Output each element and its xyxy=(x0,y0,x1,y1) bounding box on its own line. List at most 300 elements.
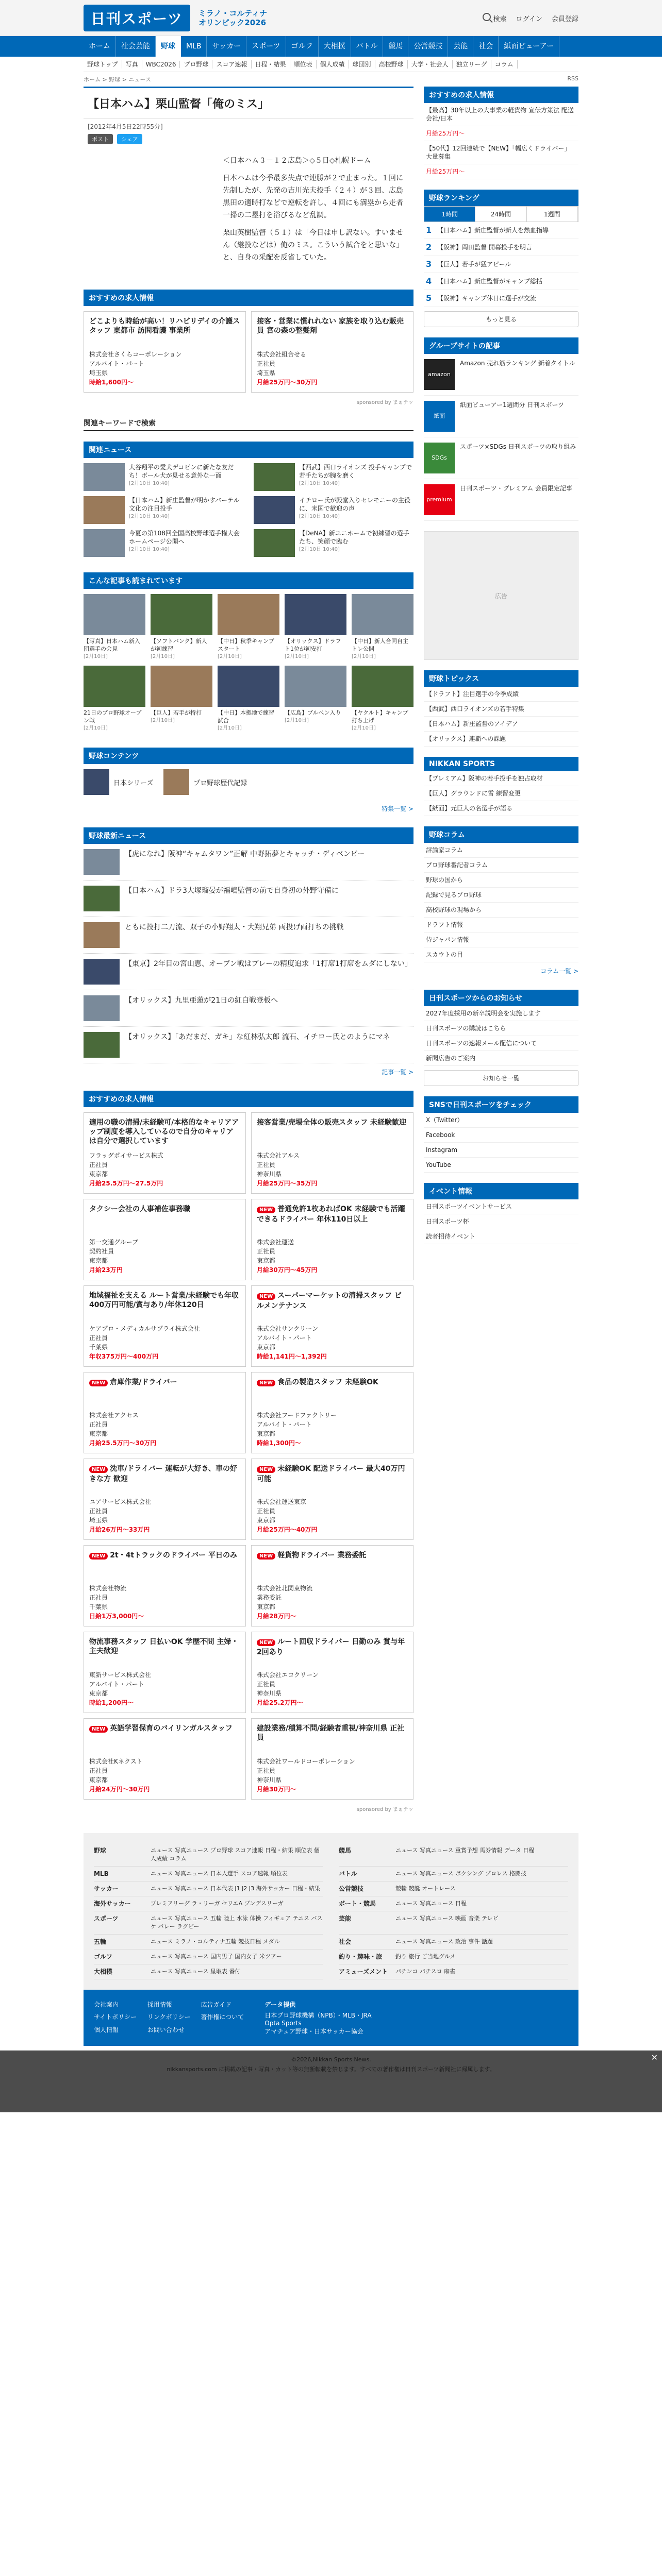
latest-title: 【オリックス】九里亜蓮が21日の紅白戦登板へ xyxy=(125,996,278,1005)
article-body: ＜日本ハム３－１２広島＞◇５日◇札幌ドーム 日本ハムは今季最多失点で連勝が２で止まった。１回に先制したが、先発の吉川光夫投手（２４）が３回、広島黒田の適時打などで逆転を許し、４回にも満塁から走者一掃の二塁打を浴びるなど乱調。 栗山英樹監督（５１）は「今日は申し訳ない。すいません（継投などは）俺のミス。こういう試合をと思いな」と、自身の采配を反省していた。 xyxy=(223,157,404,262)
event-item[interactable]: 日刊スポーツイベントサービス xyxy=(424,1199,578,1214)
rank-number: 3 xyxy=(426,259,432,269)
event-item[interactable]: 日刊スポーツ杯 xyxy=(424,1214,578,1229)
footer-links[interactable]: ニュース 写真ニュース 政治 事件 話題 xyxy=(395,1938,493,1945)
news-thumb xyxy=(84,886,120,911)
job-title xyxy=(257,1118,408,1146)
jobs-top-grid xyxy=(84,306,413,398)
nav-item[interactable]: 競馬 xyxy=(383,36,408,57)
post-button[interactable]: ポスト xyxy=(88,134,113,144)
latest-item[interactable] xyxy=(84,844,413,880)
subnav-item[interactable]: プロ野球 xyxy=(180,60,212,69)
share-button[interactable]: シェア xyxy=(117,134,142,144)
job-company: 株式会社組合せる xyxy=(257,351,307,358)
nav-item[interactable]: ホーム xyxy=(84,36,116,57)
footer-links[interactable]: ニュース 写真ニュース 重賞予想 馬券情報 データ 日程 xyxy=(395,1847,535,1854)
promo-item[interactable] xyxy=(424,479,578,521)
topics-head: 野球トピックス xyxy=(424,670,578,687)
photo-thumb xyxy=(218,666,279,707)
photo-title: 21日のプロ野球オープン戦 xyxy=(84,709,142,724)
promo-item[interactable] xyxy=(424,396,578,437)
photo-thumb xyxy=(218,594,279,635)
ranking-item[interactable] xyxy=(424,273,578,290)
photo-thumb xyxy=(84,666,145,707)
job-salary: 月給25.5万円〜27.5万円 xyxy=(89,1180,163,1187)
photo-thumb xyxy=(285,594,346,635)
job-card[interactable] xyxy=(84,1199,246,1280)
new-badge: NEW xyxy=(257,1639,275,1646)
job-card[interactable] xyxy=(84,1285,246,1367)
footer-link[interactable]: サイトポリシー xyxy=(94,2013,137,2021)
footer-category[interactable]: 公営競技 xyxy=(339,1885,364,1892)
job-area: 東京都 xyxy=(89,1171,108,1178)
job-company: 株式会社アルス xyxy=(257,1152,300,1159)
column-item[interactable]: スカウトの目 xyxy=(424,947,578,962)
photo-title: 【中日】新人合同自主トレ公開 xyxy=(352,638,408,652)
related-text xyxy=(129,496,243,524)
latest-news xyxy=(84,844,413,1063)
promo-item[interactable] xyxy=(424,354,578,396)
latest-item[interactable] xyxy=(84,1027,413,1063)
related-date: [2月10日 10:40] xyxy=(299,547,340,552)
related-item[interactable] xyxy=(254,529,413,557)
photo-card[interactable] xyxy=(352,666,413,732)
footer-links[interactable]: ニュース 写真ニュース 五輪 陸上 水泳 体操 フィギュア テニス バスケ バレー ラグビー xyxy=(151,1915,323,1930)
column-item[interactable]: ドラフト情報 xyxy=(424,918,578,933)
job-title xyxy=(89,1464,240,1492)
footer-category[interactable]: MLB xyxy=(94,1870,109,1877)
photo-title: 【巨人】若手が特打 xyxy=(151,709,202,716)
subnav-item[interactable]: 個人成績 xyxy=(317,60,349,69)
nikkan-item[interactable]: 【プレミアム】阪神の若手投手を独占取材 xyxy=(424,771,578,786)
ranking-title: 【巨人】若手が猛アピール xyxy=(437,261,511,268)
footer-link[interactable]: 広告ガイド xyxy=(201,2001,232,2008)
job-type: 正社員 xyxy=(89,1594,108,1601)
latest-item[interactable] xyxy=(84,954,413,990)
content-thumb xyxy=(163,769,189,795)
job-card[interactable] xyxy=(84,1632,246,1713)
topic-item[interactable]: 【オリックス】連覇への課題 xyxy=(424,732,578,747)
article-list-link[interactable]: 記事一覧 > xyxy=(382,1069,413,1076)
footer-nav-row xyxy=(94,1935,323,1950)
job-company: 東新サービス株式会社 xyxy=(89,1671,152,1679)
footer-nav-row xyxy=(339,1935,568,1950)
photo-card[interactable] xyxy=(151,594,212,660)
job-company: 株式会社北関東物流 xyxy=(257,1585,313,1592)
nav-item[interactable]: MLB xyxy=(181,36,207,57)
photo-date: [2月10日] xyxy=(352,654,376,659)
ranking-tab[interactable]: 1週間 xyxy=(527,207,578,222)
news-thumb xyxy=(84,849,120,875)
news-thumb xyxy=(84,995,120,1021)
nav-item[interactable]: スポーツ xyxy=(246,36,286,57)
content-records[interactable]: プロ野球歴代記録 xyxy=(163,769,247,795)
new-badge: NEW xyxy=(257,1293,275,1300)
sns-head: SNSで日刊スポーツをチェック xyxy=(424,1096,578,1113)
share-bar xyxy=(84,134,413,144)
sns-link[interactable]: Facebook xyxy=(424,1128,578,1143)
topbar xyxy=(0,0,662,36)
footer-nav-row xyxy=(94,1896,323,1911)
related-title: 【日本ハム】新庄監督が明かすバーテル文化の注目投手 xyxy=(129,497,240,512)
subnav-item[interactable]: 独立リーグ xyxy=(453,60,491,69)
job-area: 東京都 xyxy=(257,1430,276,1437)
job-area: 東京都 xyxy=(89,1776,108,1784)
photo-card[interactable] xyxy=(151,666,212,732)
job-title xyxy=(89,1118,240,1146)
job-salary: 月給26万円〜33万円 xyxy=(89,1526,150,1533)
job-card[interactable] xyxy=(84,1718,246,1800)
photo-card[interactable] xyxy=(84,594,145,660)
ranking-tab[interactable]: 1時間 xyxy=(424,207,475,222)
job-type: 業務委託 xyxy=(257,1594,282,1601)
footer-category[interactable]: 海外サッカー xyxy=(94,1900,131,1907)
related-date: [2月10日 10:40] xyxy=(129,547,170,552)
job-card[interactable] xyxy=(84,311,246,393)
job-type: アルバイト・パート xyxy=(257,1334,312,1342)
nikkan-head: NIKKAN SPORTS xyxy=(424,757,578,771)
nav-item[interactable]: バトル xyxy=(351,36,384,57)
footer-links[interactable]: ニュース 写真ニュース 日本代表 J1 J2 J3 海外サッカー 日程・結果 xyxy=(151,1885,320,1892)
rank-number: 1 xyxy=(426,225,432,235)
breadcrumb: ホーム > 野球 > ニュース RSS xyxy=(84,75,578,83)
photo-date: [2月10日] xyxy=(285,718,309,723)
job-title xyxy=(257,317,408,345)
column-item[interactable]: 侍ジャパン情報 xyxy=(424,933,578,947)
job-title-text: ルート回収ドライバー 日勤のみ 賞与年2回あり xyxy=(257,1638,405,1656)
notice-item[interactable]: 日刊スポーツの速報メール配信について xyxy=(424,1036,578,1051)
job-card[interactable] xyxy=(251,1112,413,1194)
site-logo[interactable]: 日刊スポーツ xyxy=(84,5,190,31)
promo-item[interactable] xyxy=(424,437,578,479)
job-company: 第一交通グループ xyxy=(89,1239,139,1246)
data-provider: Opta Sports xyxy=(264,2020,302,2027)
content-japan-series[interactable]: 日本シリーズ xyxy=(84,769,153,795)
job-type: 正社員 xyxy=(257,1681,276,1688)
photo-date: [2月10日] xyxy=(151,718,175,723)
subnav-item[interactable]: 順位表 xyxy=(290,60,317,69)
sns-link[interactable]: X（Twitter） xyxy=(424,1113,578,1128)
job-card[interactable] xyxy=(251,1459,413,1540)
latest-item[interactable] xyxy=(84,990,413,1027)
job-card[interactable] xyxy=(251,1285,413,1367)
footer-nav-row xyxy=(339,1867,568,1882)
footer-category[interactable]: サッカー xyxy=(94,1885,119,1892)
photo-thumb xyxy=(151,594,212,635)
footer-links[interactable]: ニュース 写真ニュース プロ野球 スコア速報 日程・結果 順位表 個人成績 コラム xyxy=(151,1847,320,1862)
related-text xyxy=(299,496,413,524)
promo-logo: 紙面 xyxy=(424,401,455,432)
job-title xyxy=(89,1551,240,1579)
job-area: 埼玉県 xyxy=(89,369,108,377)
footer-category[interactable]: バトル xyxy=(339,1870,357,1877)
ranking-head: 野球ランキング xyxy=(424,190,578,206)
footer-category[interactable]: スポーツ xyxy=(94,1915,119,1922)
news-thumb xyxy=(84,529,125,557)
close-icon[interactable]: ✕ xyxy=(651,2053,658,2062)
footer-links[interactable]: ニュース 写真ニュース ボクシング プロレス 格闘技 xyxy=(395,1870,527,1877)
related-text xyxy=(299,529,413,557)
footer-category[interactable]: 社会 xyxy=(339,1938,352,1945)
ad-block[interactable]: 広告 xyxy=(424,531,578,660)
news-thumb xyxy=(84,463,125,491)
nav-item[interactable]: 野球 xyxy=(156,36,181,57)
footer-link[interactable]: 会社案内 xyxy=(94,2001,119,2008)
column-item[interactable]: 高校野球の現場から xyxy=(424,903,578,918)
event-item[interactable]: 読者招待イベント xyxy=(424,1229,578,1244)
job-area: 神奈川県 xyxy=(257,1171,282,1178)
feature-list-link[interactable]: 特集一覧 > xyxy=(382,805,413,812)
job-title-text: 接客営業/売場全体の販売スタッフ 未経験歓迎 xyxy=(257,1118,406,1127)
nav-item[interactable]: 社会 xyxy=(473,36,499,57)
job-salary: 月給25万円〜40万円 xyxy=(257,1526,318,1533)
login-link[interactable]: ログイン xyxy=(516,15,542,23)
latest-item[interactable] xyxy=(84,917,413,954)
ranking-title: 【日本ハム】新庄監督がキャンプ総括 xyxy=(437,278,543,285)
photo-title: 【ヤクルト】キャンプ打ち上げ xyxy=(352,709,408,724)
job-title xyxy=(257,1464,408,1492)
job-company: 株式会社運送東京 xyxy=(257,1498,307,1505)
rank-number: 2 xyxy=(426,242,432,252)
topic-item[interactable]: 【ドラフト】注目選手の今季成績 xyxy=(424,687,578,702)
job-title xyxy=(89,317,240,345)
job-card[interactable] xyxy=(84,1545,246,1626)
ranking-item[interactable] xyxy=(424,290,578,307)
ranking-item[interactable] xyxy=(424,222,578,239)
job-type: 正社員 xyxy=(257,1161,276,1168)
topic-item[interactable]: 【西武】西口ライオンズの若手特集 xyxy=(424,702,578,717)
register-link[interactable]: 会員登録 xyxy=(551,15,578,23)
subnav-item[interactable]: 大学・社会人 xyxy=(408,60,453,69)
footer-category[interactable]: ボート・競馬 xyxy=(339,1900,376,1907)
footer-category[interactable]: 釣り・趣味・旅 xyxy=(339,1953,383,1960)
footer-links[interactable]: 釣り 旅行 ご当地グルメ xyxy=(395,1953,456,1960)
keywords-head: 関連キーワードで検索 xyxy=(84,418,413,431)
ranking-more-button[interactable]: もっと見る xyxy=(424,311,578,327)
job-type: 正社員 xyxy=(89,1767,108,1774)
news-thumb xyxy=(254,463,295,491)
promo-logo: SDGs xyxy=(424,443,455,473)
footer-links[interactable]: ニュース 写真ニュース 国内男子 国内女子 米ツアー xyxy=(151,1953,282,1960)
job-company: 株式会社ワールドコーポレーション xyxy=(257,1758,355,1765)
job-card[interactable] xyxy=(84,1459,246,1540)
job-title xyxy=(257,1637,408,1665)
side-job-salary: 月給25万円〜 xyxy=(424,164,578,179)
ranking-item[interactable] xyxy=(424,256,578,273)
nav-item[interactable]: サッカー xyxy=(207,36,246,57)
side-job-item[interactable]: 【最高】30年以上の大事業の軽貨物 宣伝方策法 配送会社/日本 xyxy=(424,103,578,126)
footer-category[interactable]: 大相撲 xyxy=(94,1968,113,1975)
job-area: 千葉県 xyxy=(89,1603,108,1611)
data-provider: アマチュア野球・日本サッカー協会 xyxy=(264,2028,363,2035)
job-salary: 月給25.2万円〜 xyxy=(257,1699,303,1706)
job-area: 東京都 xyxy=(89,1430,108,1437)
job-company: 株式会社Kネクスト xyxy=(89,1758,143,1765)
footer-nav-row xyxy=(339,1964,568,1979)
footer-category[interactable]: アミューズメント xyxy=(339,1968,388,1975)
related-item[interactable] xyxy=(84,496,243,524)
olympic-banner[interactable]: ミラノ・コルティナ オリンピック2026 xyxy=(198,9,268,27)
ranking-tab[interactable]: 24時間 xyxy=(475,207,526,222)
ranking-item[interactable] xyxy=(424,239,578,256)
nav-item[interactable]: 紙面ビューアー xyxy=(499,36,559,57)
article-date: [2012年4月5日22時55分] xyxy=(88,123,163,130)
subnav-item[interactable]: 高校野球 xyxy=(375,60,408,69)
job-title-text: 洗車/ドライバー 運転が大好き、車の好きな方 歓迎 xyxy=(89,1465,237,1483)
related-item[interactable] xyxy=(84,463,243,491)
footer-category[interactable]: 五輪 xyxy=(94,1938,107,1945)
footer-links[interactable]: ニュース 写真ニュース 星取表 番付 xyxy=(151,1968,241,1975)
footer-links[interactable]: 競輪 競艇 オートレース xyxy=(395,1885,456,1892)
photo-card[interactable] xyxy=(84,666,145,732)
job-type: 正社員 xyxy=(257,1507,276,1515)
job-title-text: 地域福祉を支える ルート営業/未経験でも年収400万円可能/賞与あり/年休120日 xyxy=(89,1292,239,1309)
nikkan-item[interactable]: 【巨人】グラウンドに雪 練習変更 xyxy=(424,786,578,801)
job-card[interactable] xyxy=(251,1718,413,1800)
ad-overlay xyxy=(0,2050,662,2112)
footer-nav-row xyxy=(339,1882,568,1896)
column-item[interactable]: プロ野球番記者コラム xyxy=(424,858,578,873)
job-salary: 月給25万円〜30万円 xyxy=(257,379,318,386)
column-item[interactable]: 野球の国から xyxy=(424,873,578,888)
content-thumb xyxy=(84,769,109,795)
job-card[interactable] xyxy=(251,1632,413,1713)
job-title xyxy=(89,1637,240,1665)
column-item[interactable]: 記録で見るプロ野球 xyxy=(424,888,578,903)
nav-item[interactable]: 社会芸能 xyxy=(116,36,156,57)
notice-item[interactable]: 2027年度採用の新卒説明会を実施します xyxy=(424,1006,578,1021)
footer-links[interactable]: ニュース 写真ニュース 日本人選手 スコア速報 順位表 xyxy=(151,1870,288,1877)
job-card[interactable] xyxy=(84,1112,246,1194)
sidebar xyxy=(424,87,578,1812)
job-salary: 時給1,600円〜 xyxy=(89,379,134,386)
sns-link[interactable]: YouTube xyxy=(424,1158,578,1173)
footer-links[interactable]: ニュース 写真ニュース 日程 xyxy=(395,1900,467,1907)
nav-item[interactable]: 芸能 xyxy=(448,36,473,57)
nikkan-item[interactable]: 【紙面】元巨人の名選手が語る xyxy=(424,801,578,816)
article-title: 【日本ハム】栗山監督「俺のミス」 xyxy=(84,87,413,119)
jobs-bottom-head: おすすめの求人情報 xyxy=(84,1091,413,1107)
job-area: 東京都 xyxy=(257,1603,276,1611)
subnav-item[interactable]: WBC2026 xyxy=(142,61,180,68)
photo-date: [2月10日] xyxy=(84,654,108,659)
footer-link[interactable]: お問い合わせ xyxy=(147,2026,185,2033)
new-badge: NEW xyxy=(89,1726,108,1733)
photo-date: [2月10日] xyxy=(352,725,376,731)
topic-item[interactable]: 【日本ハム】新庄監督のアイデア xyxy=(424,717,578,732)
footer-link[interactable]: リンクポリシー xyxy=(147,2013,191,2021)
job-title xyxy=(257,1551,408,1579)
search-icon xyxy=(483,13,491,21)
promo-text: スポーツ×SDGs 日刊スポーツの取り組み xyxy=(460,443,576,450)
search-button[interactable]: 検索 xyxy=(483,13,506,23)
column-more-link[interactable]: コラム一覧 > xyxy=(540,968,578,975)
footer-links[interactable]: ニュース ミラノ・コルティナ五輪 競技日程 メダル xyxy=(151,1938,280,1945)
nav-item[interactable]: ゴルフ xyxy=(286,36,319,57)
subnav-item[interactable]: 写真 xyxy=(122,60,142,69)
job-card[interactable] xyxy=(251,1545,413,1626)
footer-bottom: 会社案内 採用情報 広告ガイド サイトポリシー リンクポリシー 著作権について 個人情報 お問い合わせ データ提供 日本プロ野球機構（NPB）・MLB・JRA Opta Sports アマチュア野球・日本サッカー協会 xyxy=(84,1990,578,2046)
footer-links[interactable]: パチンコ パチスロ 麻雀 xyxy=(395,1968,456,1975)
photo-date: [2月10日] xyxy=(151,654,175,659)
footer-category[interactable]: 競馬 xyxy=(339,1847,352,1854)
job-card[interactable] xyxy=(251,311,413,393)
notice-head: 日刊スポーツからのお知らせ xyxy=(424,990,578,1006)
notice-item[interactable]: 新聞広告のご案内 xyxy=(424,1051,578,1066)
rss-link[interactable]: RSS xyxy=(567,75,578,82)
subnav-item[interactable]: コラム xyxy=(491,60,518,69)
job-type: 正社員 xyxy=(89,1161,108,1168)
nav-item[interactable]: 公営競技 xyxy=(408,36,448,57)
subnav-item[interactable]: スコア速報 xyxy=(212,60,251,69)
footer-nav-row xyxy=(94,1950,323,1964)
photo-card[interactable] xyxy=(285,594,346,660)
related-item[interactable] xyxy=(84,529,243,557)
job-company: 株式会社物流 xyxy=(89,1585,127,1592)
photo-title: 【ソフトバンク】新人が初練習 xyxy=(151,638,207,652)
related-news xyxy=(84,458,413,562)
related-item[interactable] xyxy=(254,463,413,491)
photo-card[interactable] xyxy=(352,594,413,660)
job-company: 株式会社アクセス xyxy=(89,1412,139,1419)
job-salary: 月給30万円〜45万円 xyxy=(257,1266,318,1274)
footer-links[interactable]: ニュース 写真ニュース 映画 音楽 テレビ xyxy=(395,1915,499,1922)
footer-nav-row xyxy=(339,1950,568,1964)
footer-link[interactable]: 採用情報 xyxy=(147,2001,172,2008)
footer-link[interactable]: 個人情報 xyxy=(94,2026,119,2033)
job-type: 正社員 xyxy=(257,360,276,367)
footer-link[interactable]: 著作権について xyxy=(201,2013,244,2021)
new-badge: NEW xyxy=(89,1380,108,1386)
column-item[interactable]: 評論家コラム xyxy=(424,843,578,858)
news-thumb xyxy=(254,529,295,557)
photo-card[interactable] xyxy=(285,666,346,732)
photo-card[interactable] xyxy=(218,594,279,660)
photo-card[interactable] xyxy=(218,666,279,732)
side-job-item[interactable]: 【50代】12回連続で【NEW】「幅広くドライバー」大量募集 xyxy=(424,141,578,164)
ranking-tabs xyxy=(424,206,578,222)
job-company: 株式会社サンクリーン xyxy=(257,1325,318,1332)
sns-link[interactable]: Instagram xyxy=(424,1143,578,1158)
job-card[interactable] xyxy=(251,1199,413,1280)
footer-category[interactable]: 野球 xyxy=(94,1847,107,1854)
job-card[interactable] xyxy=(84,1372,246,1453)
notice-item[interactable]: 日刊スポーツの購読はこちら xyxy=(424,1021,578,1036)
photo-grid xyxy=(84,589,413,737)
job-salary: 月給23万円 xyxy=(89,1266,123,1274)
job-type: 正社員 xyxy=(257,1248,276,1255)
ranking-title: 【日本ハム】新庄監督が新人を熱血指導 xyxy=(437,227,549,234)
news-thumb xyxy=(84,496,125,524)
job-salary: 月給25万円〜35万円 xyxy=(257,1180,318,1187)
latest-item[interactable] xyxy=(84,880,413,917)
footer-nav-row xyxy=(94,1911,323,1935)
photo-thumb xyxy=(84,594,145,635)
job-card[interactable] xyxy=(251,1372,413,1453)
footer-category[interactable]: ゴルフ xyxy=(94,1953,113,1960)
subnav-item[interactable]: 日程・結果 xyxy=(252,60,290,69)
footer-links[interactable]: プレミアリーグ ラ・リーガ セリエA ブンデスリーガ xyxy=(151,1900,284,1907)
job-title-text: タクシー会社の人事補佐事務職 xyxy=(89,1205,190,1213)
promo-text: Amazon 売れ筋ランキング 新着タイトル xyxy=(460,360,575,367)
subnav-item[interactable]: 球団別 xyxy=(349,60,375,69)
nav-item[interactable]: 大相撲 xyxy=(319,36,351,57)
footer-category[interactable]: 芸能 xyxy=(339,1915,352,1922)
related-item[interactable] xyxy=(254,496,413,524)
subnav-item[interactable]: 野球トップ xyxy=(84,60,122,69)
footer-nav-row xyxy=(339,1896,568,1911)
notice-more-button[interactable]: お知らせ一覧 xyxy=(424,1070,578,1086)
